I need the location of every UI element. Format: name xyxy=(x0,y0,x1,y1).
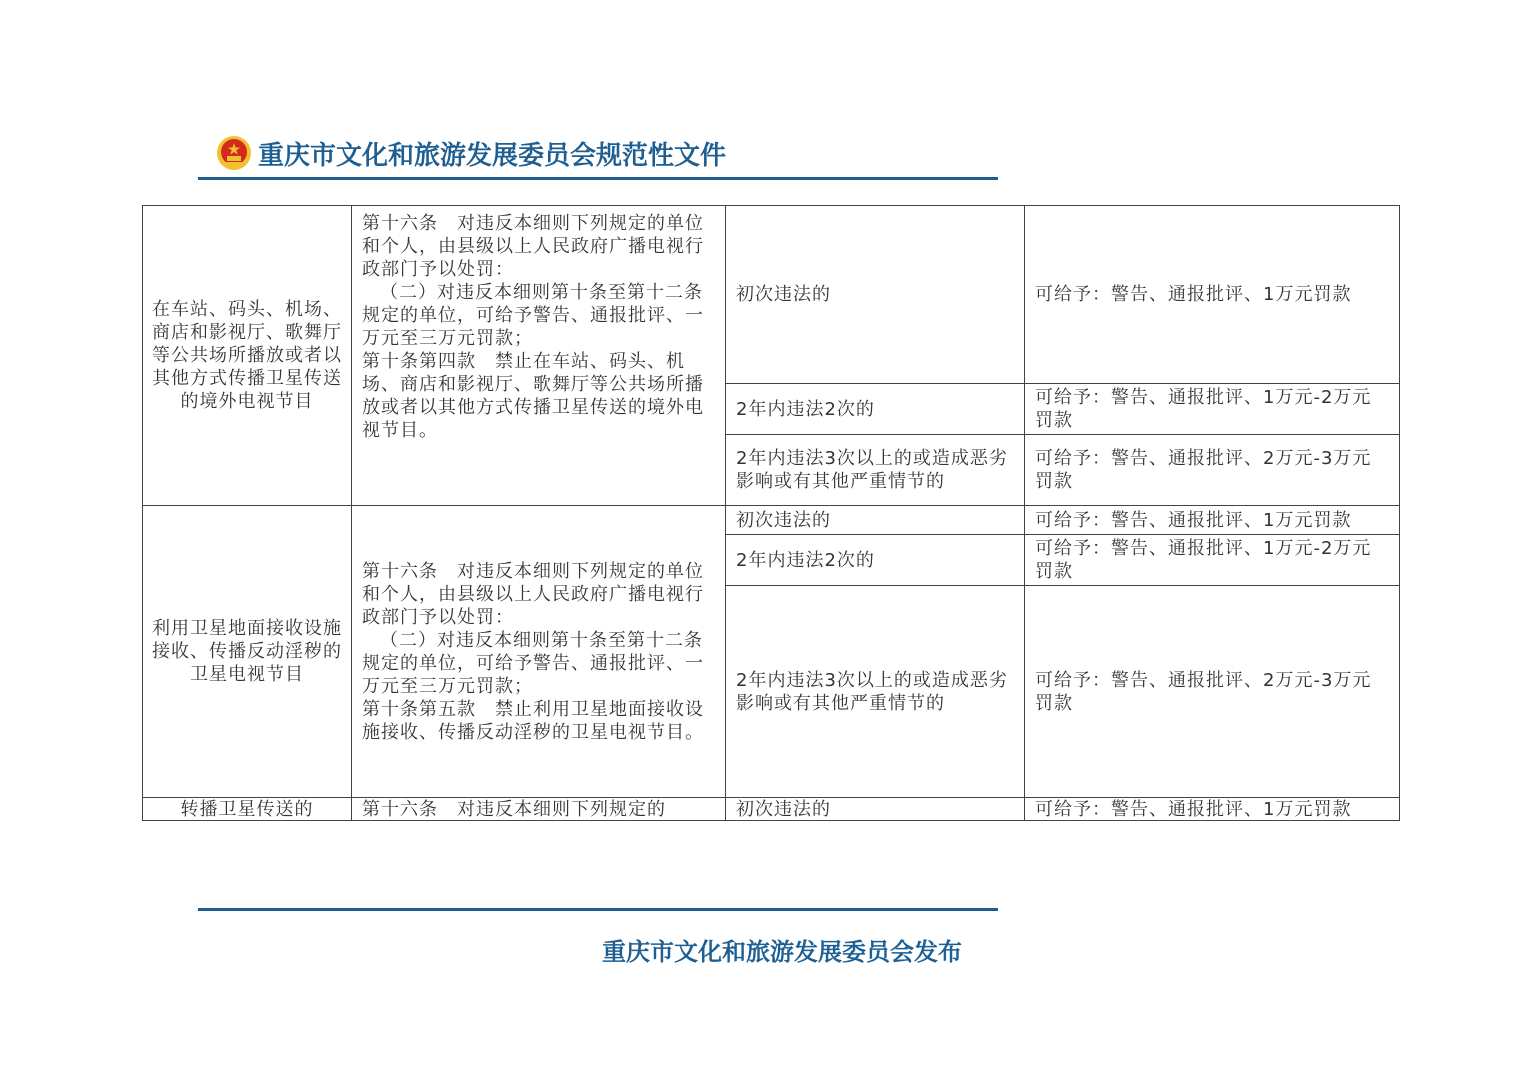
violation-behavior-cell: 利用卫星地面接收设施接收、传播反动淫秽的卫星电视节目 xyxy=(143,506,352,798)
legal-basis-cell xyxy=(352,506,726,798)
table-row xyxy=(143,206,1400,384)
circumstance-cell: 2年内违法2次的 xyxy=(726,384,1025,435)
legal-basis-cell xyxy=(352,798,726,821)
legal-basis-paragraph: 第十六条 对违反本细则下列规定的 xyxy=(362,799,666,820)
circumstance-cell: 初次违法的 xyxy=(726,206,1025,384)
penalty-standards-table xyxy=(142,205,1400,821)
circumstance-cell: 2年内违法3次以上的或造成恶劣影响或有其他严重情节的 xyxy=(726,435,1025,506)
footer-rule xyxy=(198,908,998,911)
penalty-cell: 可给予：警告、通报批评、1万元罚款 xyxy=(1025,506,1400,535)
table-row xyxy=(143,506,1400,535)
violation-behavior-cell xyxy=(143,798,352,821)
footer-title: 重庆市文化和旅游发展委员会发布 xyxy=(602,937,962,966)
legal-basis-paragraph: 第十六条 对违反本细则下列规定的单位和个人，由县级以上人民政府广播电视行政部门予以处罚： xyxy=(362,213,704,280)
penalty-cell xyxy=(1025,798,1400,821)
penalty-cell: 可给予：警告、通报批评、2万元-3万元罚款 xyxy=(1025,586,1400,798)
national-emblem-icon xyxy=(216,135,252,171)
penalty-cell: 可给予：警告、通报批评、1万元罚款 xyxy=(1025,206,1400,384)
penalty-text: 可给予：警告、通报批评、1万元罚款 xyxy=(1035,799,1352,820)
legal-basis-paragraph: （二）对违反本细则第十条至第十二条规定的单位，可给予警告、通报批评、一万元至三万元罚款； xyxy=(362,629,704,697)
penalty-cell: 可给予：警告、通报批评、1万元-2万元罚款 xyxy=(1025,535,1400,586)
document-header xyxy=(216,133,726,173)
circumstance-cell xyxy=(726,798,1025,821)
penalty-cell: 可给予：警告、通报批评、1万元-2万元罚款 xyxy=(1025,384,1400,435)
legal-basis-cell xyxy=(352,206,726,506)
header-rule xyxy=(198,177,998,180)
violation-behavior-text: 转播卫星传送的 xyxy=(180,799,314,820)
circumstance-cell: 初次违法的 xyxy=(726,506,1025,535)
legal-basis-paragraph: 第十条第五款 禁止利用卫星地面接收设施接收、传播反动淫秽的卫星电视节目。 xyxy=(362,698,704,743)
legal-basis-paragraph: （二）对违反本细则第十条至第十二条规定的单位，可给予警告、通报批评、一万元至三万元罚款； xyxy=(362,282,704,349)
circumstance-cell: 2年内违法3次以上的或造成恶劣影响或有其他严重情节的 xyxy=(726,586,1025,798)
legal-basis-paragraph: 第十六条 对违反本细则下列规定的单位和个人，由县级以上人民政府广播电视行政部门予以处罚： xyxy=(362,560,704,628)
header-title: 重庆市文化和旅游发展委员会规范性文件 xyxy=(258,140,727,171)
circumstance-text: 初次违法的 xyxy=(736,799,831,820)
penalty-cell: 可给予：警告、通报批评、2万元-3万元罚款 xyxy=(1025,435,1400,506)
violation-behavior-cell: 在车站、码头、机场、商店和影视厅、歌舞厅等公共场所播放或者以其他方式传播卫星传送的境外电视节目 xyxy=(143,206,352,506)
legal-basis-paragraph: 第十条第四款 禁止在车站、码头、机场、商店和影视厅、歌舞厅等公共场所播放或者以其他方式传播卫星传送的境外电视节目。 xyxy=(362,351,704,441)
table-row xyxy=(143,798,1400,821)
circumstance-cell: 2年内违法2次的 xyxy=(726,535,1025,586)
